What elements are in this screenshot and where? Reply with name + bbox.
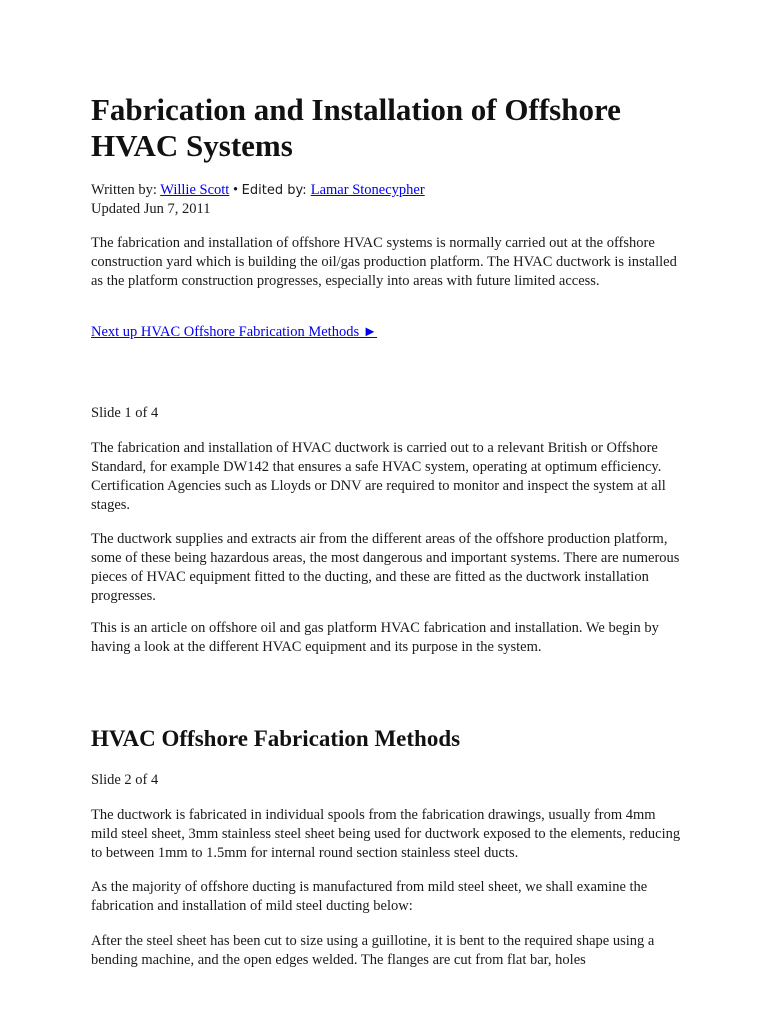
article-title: Fabrication and Installation of Offshore HVAC Systems: [91, 92, 621, 163]
next-up-link[interactable]: Next up HVAC Offshore Fabrication Methods ►: [91, 324, 378, 340]
intro-paragraph: The fabrication and installation of offshore HVAC systems is normally carried out at the offshore construction yard which is building the oil/gas production platform. The HVAC ductwork is installed as the platform construction progresses, especially into areas with future limited access.: [91, 235, 677, 289]
slide-1-label: Slide 1 of 4: [91, 405, 159, 421]
slide-1-paragraph-1: The fabrication and installation of HVAC ductwork is carried out to a relevant British or Offshore Standard, for example DW142 that ensures a safe HVAC system, operating at optimum efficiency. Certification Agencies such as Lloyds or DNV are required to monitor and inspect the system at all stages.: [91, 440, 666, 513]
slide-2-label: Slide 2 of 4: [91, 772, 159, 788]
author-link[interactable]: Willie Scott: [160, 182, 230, 198]
byline: [91, 181, 425, 200]
section-heading: HVAC Offshore Fabrication Methods: [91, 726, 461, 751]
editor-link[interactable]: Lamar Stonecypher: [310, 182, 425, 198]
edited-by-colon: :: [302, 183, 311, 198]
slide-2-paragraph-2: As the majority of offshore ducting is manufactured from mild steel sheet, we shall examine the fabrication and installation of mild steel ducting below:: [91, 879, 648, 914]
byline-separator: •: [229, 182, 242, 198]
written-by-label: Written by:: [91, 182, 161, 198]
updated-date: Updated Jun 7, 2011: [91, 201, 211, 217]
slide-2-paragraph-3: After the steel sheet has been cut to size using a guillotine, it is bent to the required shape using a bending machine, and the open edges welded. The flanges are cut from flat bar, holes: [91, 933, 655, 968]
slide-1-paragraph-2: The ductwork supplies and extracts air from the different areas of the offshore production platform, some of these being hazardous areas, the most dangerous and important systems. There are numerous pieces of HVAC equipment fitted to the ducting, and these are fitted as the ductwork installation progresses.: [91, 531, 680, 604]
slide-2-paragraph-1: The ductwork is fabricated in individual spools from the fabrication drawings, usually from 4mm mild steel sheet, 3mm stainless steel sheet being used for ductwork exposed to the elements, reducing to between 1mm to 1.5mm for internal round section stainless steel ducts.: [91, 807, 681, 861]
edited-by-label: Edited by: [241, 183, 303, 198]
slide-1-paragraph-3: This is an article on offshore oil and gas platform HVAC fabrication and installation. We begin by having a look at the different HVAC equipment and its purpose in the system.: [91, 620, 659, 655]
